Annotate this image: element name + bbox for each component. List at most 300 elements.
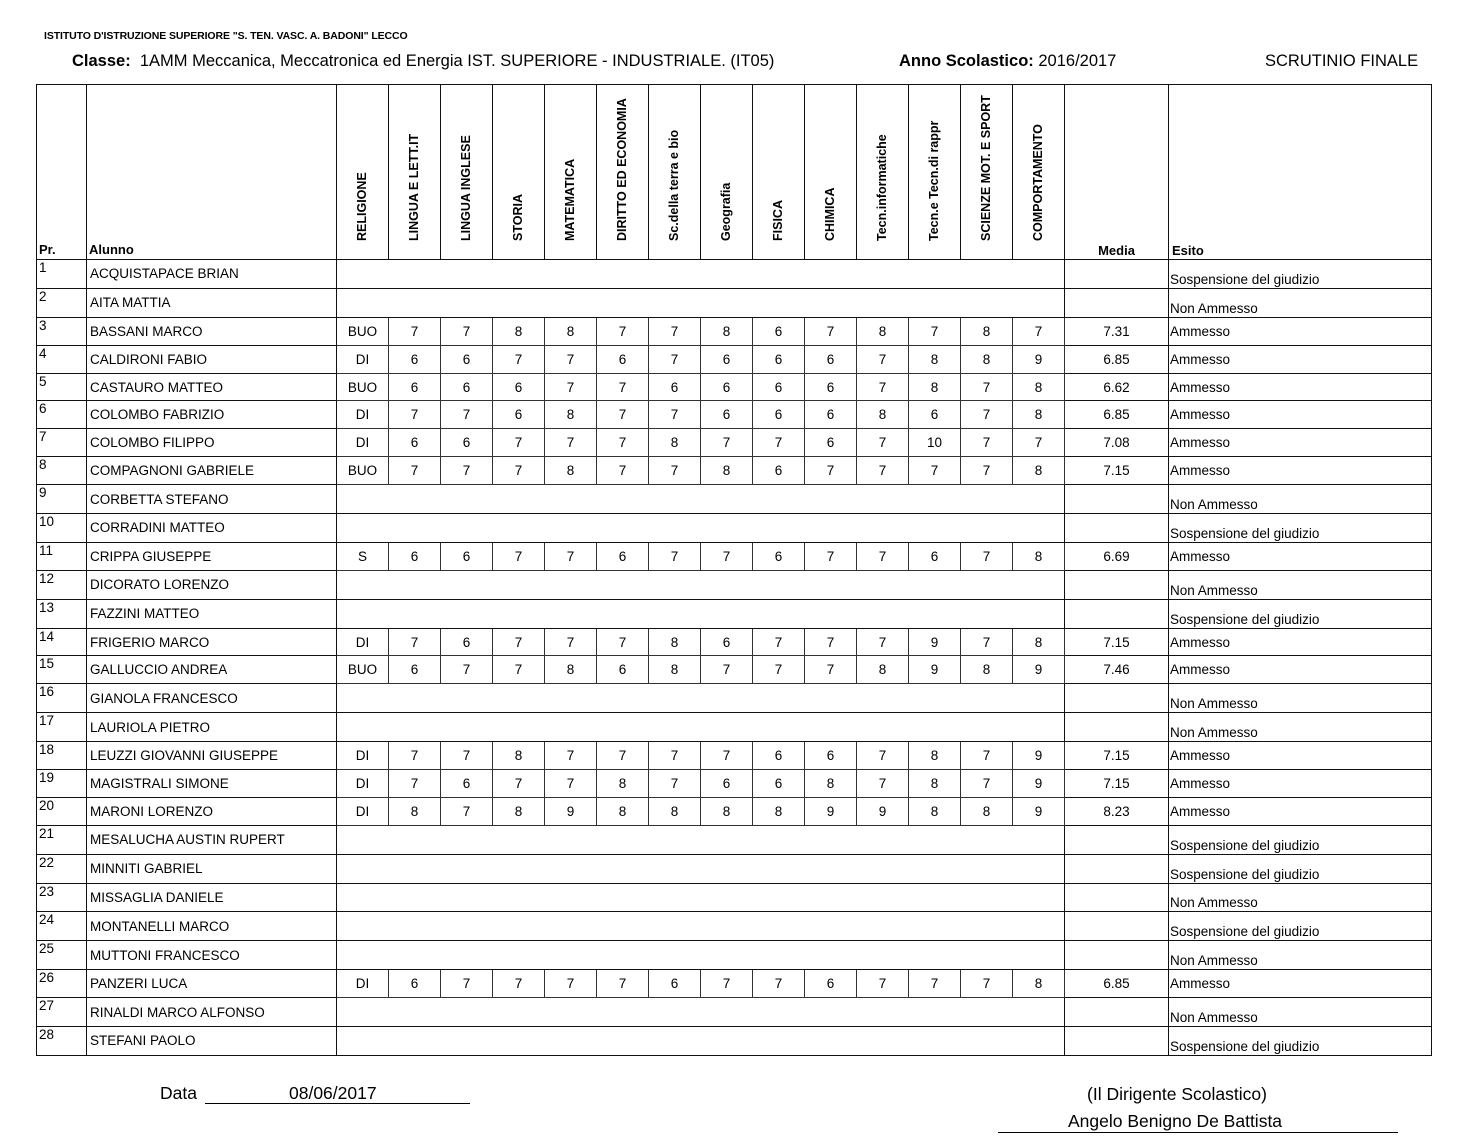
school-year-label: Anno Scolastico: <box>899 52 1034 70</box>
grade-cell: 7 <box>441 317 493 345</box>
outcome-cell: Ammesso <box>1169 656 1432 684</box>
grade-cell: 6 <box>753 373 805 401</box>
outcome-cell: Sospensione del giudizio <box>1169 260 1432 289</box>
grade-cell: 7 <box>545 770 597 798</box>
outcome-cell: Sospensione del giudizio <box>1169 825 1432 854</box>
table-row <box>37 970 1432 998</box>
grades-empty <box>337 998 1065 1027</box>
grades-empty <box>337 599 1065 628</box>
student-name: RINALDI MARCO ALFONSO <box>87 998 337 1027</box>
grade-cell: 7 <box>389 742 441 770</box>
grade-cell: 7 <box>597 742 649 770</box>
grade-cell: 6 <box>805 401 857 429</box>
student-name: FAZZINI MATTEO <box>87 599 337 628</box>
grade-cell: 7 <box>545 628 597 656</box>
grade-cell: 7 <box>389 770 441 798</box>
grade-cell: 7 <box>545 429 597 457</box>
outcome-cell: Non Ammesso <box>1169 713 1432 742</box>
grade-cell: 8 <box>701 317 753 345</box>
grade-cell: 7 <box>389 628 441 656</box>
row-number: 14 <box>37 628 87 656</box>
student-name: ACQUISTAPACE BRIAN <box>87 260 337 289</box>
col-header-subject: Sc.della terra e bio <box>649 85 701 260</box>
grade-cell: 8 <box>961 317 1013 345</box>
grade-cell: 6 <box>441 345 493 373</box>
table-row <box>37 260 1432 289</box>
outcome-cell: Ammesso <box>1169 742 1432 770</box>
grade-cell: 7 <box>649 542 701 570</box>
col-header-esito: Esito <box>1169 85 1432 260</box>
student-name: CALDIRONI FABIO <box>87 345 337 373</box>
average-cell: 7.08 <box>1065 429 1169 457</box>
grade-cell: 7 <box>389 317 441 345</box>
principal-title: (Il Dirigente Scolastico) <box>1087 1084 1267 1104</box>
student-name: PANZERI LUCA <box>87 970 337 998</box>
grade-cell: 8 <box>389 797 441 825</box>
grade-cell: 7 <box>493 345 545 373</box>
grade-cell: 7 <box>493 628 545 656</box>
grade-cell: 8 <box>649 797 701 825</box>
grade-cell: 6 <box>493 373 545 401</box>
grade-cell: 7 <box>441 656 493 684</box>
grade-cell: 7 <box>389 457 441 485</box>
grade-cell: DI <box>337 742 389 770</box>
grade-cell: 6 <box>753 770 805 798</box>
row-number: 15 <box>37 656 87 684</box>
col-header-subject: FISICA <box>753 85 805 260</box>
row-number: 11 <box>37 542 87 570</box>
col-header-subject: LINGUA E LETT.IT <box>389 85 441 260</box>
grade-cell: 7 <box>597 429 649 457</box>
average-cell <box>1065 998 1169 1027</box>
grade-cell: 6 <box>597 656 649 684</box>
average-cell <box>1065 684 1169 713</box>
grades-empty <box>337 912 1065 941</box>
grade-cell: 7 <box>753 628 805 656</box>
grade-cell: 7 <box>805 457 857 485</box>
grades-empty <box>337 684 1065 713</box>
grade-cell: 8 <box>857 656 909 684</box>
scrutinio-title: SCRUTINIO FINALE <box>1265 52 1419 70</box>
row-number: 19 <box>37 770 87 798</box>
outcome-cell: Ammesso <box>1169 797 1432 825</box>
grade-cell: 6 <box>701 373 753 401</box>
student-name: MONTANELLI MARCO <box>87 912 337 941</box>
grade-cell: 8 <box>1013 401 1065 429</box>
grade-cell: 7 <box>597 970 649 998</box>
outcome-cell: Ammesso <box>1169 429 1432 457</box>
grade-cell: 7 <box>597 317 649 345</box>
outcome-cell: Non Ammesso <box>1169 684 1432 713</box>
average-cell: 6.85 <box>1065 970 1169 998</box>
grade-cell: 7 <box>857 373 909 401</box>
table-row <box>37 825 1432 854</box>
grade-cell: 6 <box>597 542 649 570</box>
grade-cell: 8 <box>961 345 1013 373</box>
row-number: 7 <box>37 429 87 457</box>
grade-cell: 7 <box>649 770 701 798</box>
outcome-cell: Non Ammesso <box>1169 570 1432 599</box>
grade-cell: DI <box>337 429 389 457</box>
grade-cell: 7 <box>857 345 909 373</box>
table-row <box>37 485 1432 514</box>
row-number: 25 <box>37 941 87 970</box>
grade-cell: 8 <box>493 797 545 825</box>
grade-cell: 8 <box>545 317 597 345</box>
grade-cell: 8 <box>701 797 753 825</box>
table-row <box>37 457 1432 485</box>
col-header-alunno: Alunno <box>87 85 337 260</box>
row-number: 23 <box>37 883 87 912</box>
student-name: MESALUCHA AUSTIN RUPERT <box>87 825 337 854</box>
average-cell <box>1065 485 1169 514</box>
grade-cell: 7 <box>961 373 1013 401</box>
grade-cell: 7 <box>961 970 1013 998</box>
grade-cell: 7 <box>805 628 857 656</box>
grade-cell: 8 <box>1013 373 1065 401</box>
grade-cell: 7 <box>389 401 441 429</box>
outcome-cell: Ammesso <box>1169 317 1432 345</box>
row-number: 24 <box>37 912 87 941</box>
col-header-subject: STORIA <box>493 85 545 260</box>
grade-cell: DI <box>337 345 389 373</box>
grade-cell: 8 <box>805 770 857 798</box>
grade-cell: 7 <box>649 317 701 345</box>
grade-cell: 7 <box>805 317 857 345</box>
grade-cell: 7 <box>753 429 805 457</box>
grade-cell: 6 <box>805 373 857 401</box>
table-row <box>37 542 1432 570</box>
average-cell: 7.15 <box>1065 628 1169 656</box>
outcome-cell: Non Ammesso <box>1169 941 1432 970</box>
average-cell: 7.15 <box>1065 457 1169 485</box>
grade-cell: 7 <box>857 770 909 798</box>
grade-cell: 6 <box>909 542 961 570</box>
average-cell <box>1065 514 1169 543</box>
grade-cell: 6 <box>389 429 441 457</box>
table-row <box>37 742 1432 770</box>
grade-cell: 6 <box>753 742 805 770</box>
grade-cell: 6 <box>389 542 441 570</box>
row-number: 6 <box>37 401 87 429</box>
institute-name: ISTITUTO D'ISTRUZIONE SUPERIORE "S. TEN. VASC. A. BADONI" LECCO <box>44 30 408 42</box>
row-number: 27 <box>37 998 87 1027</box>
student-name: BASSANI MARCO <box>87 317 337 345</box>
grade-cell: 6 <box>493 401 545 429</box>
col-header-subject: Tecn.e Tecn.di rappr <box>909 85 961 260</box>
grade-cell: 7 <box>597 373 649 401</box>
grade-cell: DI <box>337 797 389 825</box>
outcome-cell: Sospensione del giudizio <box>1169 599 1432 628</box>
grade-cell: 7 <box>597 457 649 485</box>
row-number: 13 <box>37 599 87 628</box>
table-row <box>37 854 1432 883</box>
outcome-cell: Non Ammesso <box>1169 883 1432 912</box>
date-value: 08/06/2017 <box>289 1083 377 1103</box>
grade-cell: 6 <box>441 542 493 570</box>
grade-cell: 7 <box>909 970 961 998</box>
grade-cell: 7 <box>649 401 701 429</box>
average-cell: 7.15 <box>1065 770 1169 798</box>
average-cell: 7.15 <box>1065 742 1169 770</box>
grade-cell: 7 <box>753 970 805 998</box>
average-cell <box>1065 570 1169 599</box>
row-number: 17 <box>37 713 87 742</box>
date-label: Data <box>160 1083 197 1103</box>
grade-cell: 6 <box>805 429 857 457</box>
grade-cell: 8 <box>857 401 909 429</box>
grades-empty <box>337 485 1065 514</box>
grades-empty <box>337 883 1065 912</box>
grade-cell: 6 <box>753 457 805 485</box>
grade-cell: 8 <box>961 656 1013 684</box>
grade-cell: 7 <box>805 542 857 570</box>
grade-cell: 9 <box>909 656 961 684</box>
grade-cell: 7 <box>441 742 493 770</box>
table-row <box>37 998 1432 1027</box>
outcome-cell: Ammesso <box>1169 770 1432 798</box>
student-name: COLOMBO FILIPPO <box>87 429 337 457</box>
grade-cell: 7 <box>857 628 909 656</box>
grade-cell: 7 <box>597 628 649 656</box>
average-cell: 8.23 <box>1065 797 1169 825</box>
grade-cell: 7 <box>441 401 493 429</box>
grade-cell: 6 <box>909 401 961 429</box>
grade-cell: 6 <box>805 345 857 373</box>
grade-cell: 7 <box>441 970 493 998</box>
grade-cell: 6 <box>441 429 493 457</box>
grade-cell: 7 <box>1013 429 1065 457</box>
grade-cell: 8 <box>909 797 961 825</box>
grade-cell: 7 <box>545 345 597 373</box>
grade-cell: 8 <box>493 742 545 770</box>
grades-empty <box>337 288 1065 317</box>
grade-cell: 7 <box>493 656 545 684</box>
grade-cell: 7 <box>961 742 1013 770</box>
row-number: 26 <box>37 970 87 998</box>
grade-cell: 6 <box>389 373 441 401</box>
average-cell: 7.31 <box>1065 317 1169 345</box>
table-row <box>37 770 1432 798</box>
student-name: AITA MATTIA <box>87 288 337 317</box>
grade-cell: 7 <box>493 457 545 485</box>
grade-cell: 7 <box>1013 317 1065 345</box>
grade-cell: 7 <box>961 457 1013 485</box>
grade-cell: 6 <box>441 628 493 656</box>
grade-cell: BUO <box>337 317 389 345</box>
grade-cell: 6 <box>753 317 805 345</box>
grade-cell: 7 <box>857 457 909 485</box>
class-info <box>72 52 774 71</box>
col-header-subject: LINGUA INGLESE <box>441 85 493 260</box>
row-number: 16 <box>37 684 87 713</box>
principal-name: Angelo Benigno De Battista <box>1068 1111 1283 1131</box>
outcome-cell: Sospensione del giudizio <box>1169 854 1432 883</box>
grade-cell: 9 <box>857 797 909 825</box>
table-row <box>37 1027 1432 1056</box>
student-name: MARONI LORENZO <box>87 797 337 825</box>
grade-cell: 8 <box>597 797 649 825</box>
grade-cell: 8 <box>545 457 597 485</box>
grade-cell: 6 <box>701 401 753 429</box>
col-header-subject: Geografia <box>701 85 753 260</box>
grade-cell: 6 <box>389 970 441 998</box>
grade-cell: 7 <box>545 970 597 998</box>
grades-empty <box>337 713 1065 742</box>
grade-cell: 7 <box>857 970 909 998</box>
row-number: 2 <box>37 288 87 317</box>
row-number: 4 <box>37 345 87 373</box>
outcome-cell: Ammesso <box>1169 373 1432 401</box>
grade-cell: 8 <box>1013 542 1065 570</box>
grade-cell: 7 <box>857 742 909 770</box>
grade-cell: 6 <box>441 373 493 401</box>
student-name: LEUZZI GIOVANNI GIUSEPPE <box>87 742 337 770</box>
grade-cell: 8 <box>1013 457 1065 485</box>
row-number: 18 <box>37 742 87 770</box>
grades-empty <box>337 1027 1065 1056</box>
outcome-cell: Ammesso <box>1169 970 1432 998</box>
grade-cell: 7 <box>441 797 493 825</box>
grade-cell: 7 <box>493 429 545 457</box>
class-value: 1AMM Meccanica, Meccatronica ed Energia IST. SUPERIORE - INDUSTRIALE. (IT05) <box>139 52 775 70</box>
student-name: MUTTONI FRANCESCO <box>87 941 337 970</box>
grade-cell: 7 <box>961 770 1013 798</box>
col-header-subject: Tecn.informatiche <box>857 85 909 260</box>
grade-cell: 6 <box>701 628 753 656</box>
grade-cell: 7 <box>909 317 961 345</box>
grade-cell: 7 <box>649 742 701 770</box>
grade-cell: 10 <box>909 429 961 457</box>
student-name: CORBETTA STEFANO <box>87 485 337 514</box>
grade-cell: 7 <box>701 542 753 570</box>
row-number: 3 <box>37 317 87 345</box>
grade-cell: 7 <box>961 429 1013 457</box>
row-number: 1 <box>37 260 87 289</box>
student-name: COMPAGNONI GABRIELE <box>87 457 337 485</box>
table-body <box>37 260 1432 1056</box>
table-row <box>37 373 1432 401</box>
grade-cell: 8 <box>545 401 597 429</box>
grade-cell: 7 <box>701 429 753 457</box>
grade-cell: 9 <box>1013 345 1065 373</box>
table-row <box>37 912 1432 941</box>
grades-table <box>36 84 1432 1056</box>
table-row <box>37 401 1432 429</box>
grade-cell: 7 <box>649 345 701 373</box>
row-number: 12 <box>37 570 87 599</box>
average-cell <box>1065 599 1169 628</box>
grade-cell: 6 <box>753 345 805 373</box>
col-header-subject: COMPORTAMENTO <box>1013 85 1065 260</box>
grade-cell: 9 <box>1013 797 1065 825</box>
grade-cell: 9 <box>1013 656 1065 684</box>
average-cell <box>1065 883 1169 912</box>
grade-cell: 7 <box>493 970 545 998</box>
grades-empty <box>337 570 1065 599</box>
student-name: STEFANI PAOLO <box>87 1027 337 1056</box>
average-cell <box>1065 825 1169 854</box>
grade-cell: 8 <box>909 345 961 373</box>
table-row <box>37 599 1432 628</box>
grade-cell: 8 <box>909 373 961 401</box>
grade-cell: 7 <box>857 542 909 570</box>
col-header-subject: RELIGIONE <box>337 85 389 260</box>
table-row <box>37 570 1432 599</box>
grades-empty <box>337 941 1065 970</box>
grade-cell: DI <box>337 401 389 429</box>
student-name: CASTAURO MATTEO <box>87 373 337 401</box>
average-cell: 6.85 <box>1065 401 1169 429</box>
grade-cell: 9 <box>805 797 857 825</box>
col-header-subject: DIRITTO ED ECONOMIA <box>597 85 649 260</box>
grade-cell: 8 <box>545 656 597 684</box>
grades-empty <box>337 825 1065 854</box>
grade-cell: 6 <box>597 345 649 373</box>
grade-cell: 7 <box>597 401 649 429</box>
grade-cell: S <box>337 542 389 570</box>
grade-cell: 8 <box>753 797 805 825</box>
table-header-row <box>37 85 1432 260</box>
outcome-cell: Non Ammesso <box>1169 485 1432 514</box>
grade-cell: 8 <box>701 457 753 485</box>
grade-cell: 8 <box>961 797 1013 825</box>
grade-cell: DI <box>337 770 389 798</box>
student-name: MISSAGLIA DANIELE <box>87 883 337 912</box>
student-name: CORRADINI MATTEO <box>87 514 337 543</box>
outcome-cell: Sospensione del giudizio <box>1169 1027 1432 1056</box>
grade-cell: 8 <box>649 656 701 684</box>
grade-cell: 7 <box>909 457 961 485</box>
grade-cell: 8 <box>493 317 545 345</box>
average-cell <box>1065 941 1169 970</box>
student-name: FRIGERIO MARCO <box>87 628 337 656</box>
col-header-media: Media <box>1065 85 1169 260</box>
grade-cell: 7 <box>961 401 1013 429</box>
average-cell <box>1065 260 1169 289</box>
average-cell: 6.69 <box>1065 542 1169 570</box>
grade-cell: 7 <box>857 429 909 457</box>
signature-line <box>998 1132 1398 1133</box>
grade-cell: 6 <box>389 345 441 373</box>
grades-empty <box>337 854 1065 883</box>
row-number: 5 <box>37 373 87 401</box>
student-name: MAGISTRALI SIMONE <box>87 770 337 798</box>
row-number: 9 <box>37 485 87 514</box>
table-row <box>37 317 1432 345</box>
grade-cell: 8 <box>909 770 961 798</box>
outcome-cell: Ammesso <box>1169 628 1432 656</box>
grade-cell: 6 <box>441 770 493 798</box>
table-row <box>37 656 1432 684</box>
student-name: LAURIOLA PIETRO <box>87 713 337 742</box>
col-header-subject: CHIMICA <box>805 85 857 260</box>
grade-cell: 9 <box>909 628 961 656</box>
col-header-subject: SCIENZE MOT. E SPORT <box>961 85 1013 260</box>
table-row <box>37 941 1432 970</box>
average-cell <box>1065 713 1169 742</box>
grade-cell: 7 <box>961 542 1013 570</box>
average-cell <box>1065 1027 1169 1056</box>
grades-empty <box>337 260 1065 289</box>
grade-cell: 6 <box>389 656 441 684</box>
grade-cell: DI <box>337 628 389 656</box>
grade-cell: 7 <box>493 770 545 798</box>
grade-cell: 7 <box>701 742 753 770</box>
table-row <box>37 797 1432 825</box>
grade-cell: 7 <box>805 656 857 684</box>
grade-cell: BUO <box>337 656 389 684</box>
